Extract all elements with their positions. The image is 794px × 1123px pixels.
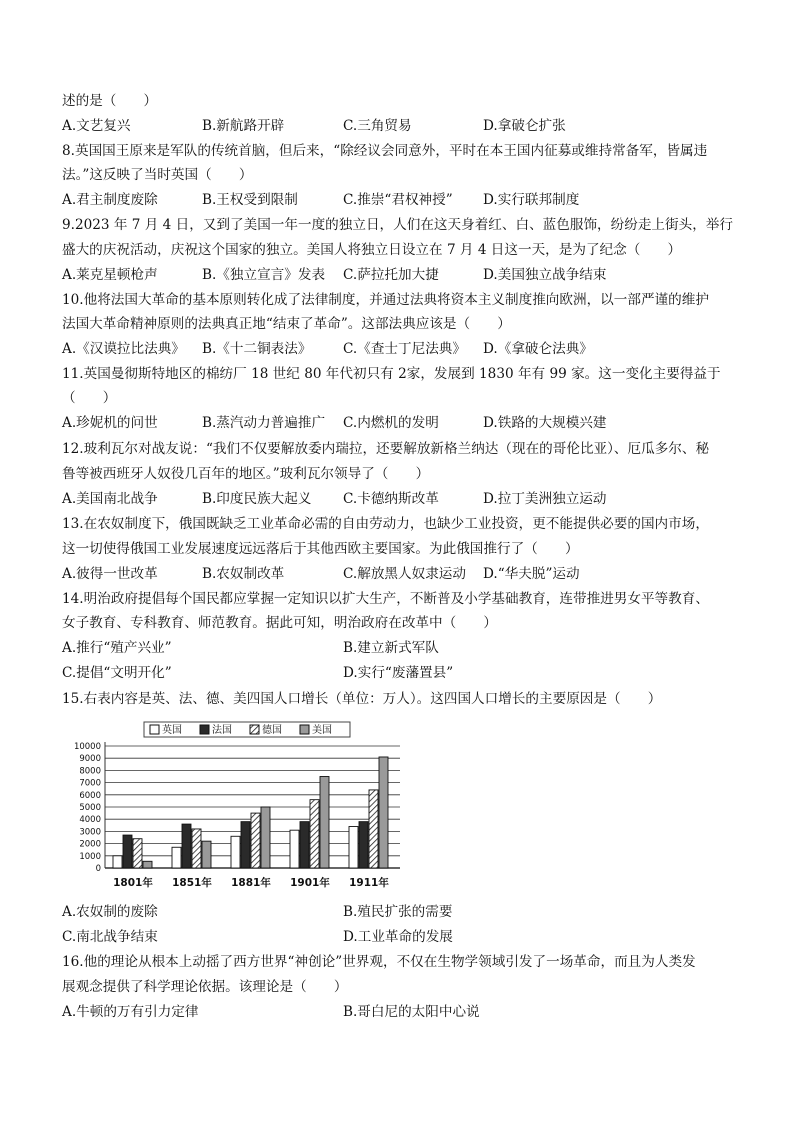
y-tick-label: 3000 <box>79 827 101 838</box>
bar <box>359 822 368 868</box>
q14-stem-line1: 14.明治政府提倡每个国民都应掌握一定知识以扩大生产，不断普及小学基础教育，连带推进男女平等教育、 <box>62 591 709 607</box>
population-bar-chart <box>60 720 410 896</box>
q7-option-c: C.三角贸易 <box>343 118 412 134</box>
bar <box>310 800 319 868</box>
q9-stem-line1: 9.2023 年 7 月 4 日，又到了美国一年一度的独立日，人们在这天身着红、白、蓝色服饰，纷纷走上街头，举行 <box>62 217 733 233</box>
q12-option-c: C.卡德纳斯改革 <box>343 491 439 507</box>
x-tick-label: 1801年 <box>113 877 153 889</box>
q9-option-a: A.莱克星顿枪声 <box>62 267 158 283</box>
q15-stem-line1: 15.右表内容是英、法、德、美四国人口增长（单位：万人）。这四国人口增长的主要原因是（ ） <box>62 691 662 707</box>
q13-option-c: C.解放黑人奴隶运动 <box>343 566 466 582</box>
x-tick-label: 1911年 <box>349 877 389 889</box>
legend-label: 英国 <box>162 725 182 736</box>
q15-option-b: B.殖民扩张的需要 <box>343 904 453 920</box>
q14-option-a: A.推行“殖产兴业” <box>62 640 172 656</box>
q15-option-d: D.工业革命的发展 <box>343 929 453 945</box>
legend-swatch <box>250 725 259 734</box>
q14-option-d: D.实行“废藩置县” <box>343 665 454 681</box>
bar <box>192 829 201 868</box>
q10-option-c: C.《查士丁尼法典》 <box>343 341 466 357</box>
q10-stem-line2: 法国大革命精神原则的法典真正地“结束了革命”。这部法典应该是（ ） <box>62 316 511 332</box>
bar <box>369 790 378 868</box>
q11-stem-line2: （ ） <box>62 390 117 406</box>
y-tick-label: 8000 <box>79 766 101 777</box>
y-tick-label: 10000 <box>73 742 101 752</box>
q11-option-b: B.蒸汽动力普遍推广 <box>202 415 326 431</box>
q9-stem-line2: 盛大的庆祝活动，庆祝这个国家的独立。美国人将独立日设立在 7 月 4 日这一天，是为了纪念（ ） <box>62 242 682 258</box>
q8-stem-line2: 法。”这反映了当时英国（ ） <box>62 167 253 183</box>
q7-option-d: D.拿破仑扩张 <box>483 118 566 134</box>
x-tick-label: 1851年 <box>172 877 212 889</box>
bar <box>349 827 358 868</box>
y-tick-label: 7000 <box>79 778 101 789</box>
y-tick-label: 4000 <box>79 815 101 826</box>
legend-swatch <box>150 725 159 734</box>
q11-option-c: C.内燃机的发明 <box>343 415 439 431</box>
legend-swatch <box>200 725 209 734</box>
bar <box>290 830 299 868</box>
q13-option-d: D.“华夫脱”运动 <box>483 566 580 582</box>
q16-stem-line2: 展观念提供了科学理论依据。该理论是（ ） <box>62 979 348 995</box>
legend-label: 德国 <box>262 725 282 736</box>
q13-stem-line2: 这一切使得俄国工业发展速度远远落后于其他西欧主要国家。为此俄国推行了（ ） <box>62 541 579 557</box>
q15-option-c: C.南北战争结束 <box>62 929 158 945</box>
q7-option-a: A.文艺复兴 <box>62 118 131 134</box>
q8-option-b: B.王权受到限制 <box>202 192 298 208</box>
q8-option-d: D.实行联邦制度 <box>483 192 580 208</box>
q10-stem-line1: 10.他将法国大革命的基本原则转化成了法律制度，并通过法典将资本主义制度推向欧洲，以一部严谨的维护 <box>62 292 709 308</box>
bar <box>379 757 388 868</box>
legend-label: 法国 <box>212 725 232 736</box>
q10-option-d: D.《拿破仑法典》 <box>483 341 593 357</box>
q9-option-d: D.美国独立战争结束 <box>483 267 607 283</box>
y-tick-label: 9000 <box>79 754 101 765</box>
chart-x-labels <box>113 876 389 889</box>
q12-stem-line1: 12.玻利瓦尔对战友说：“我们不仅要解放委内瑞拉，还要解放新格兰纳达（现在的哥伦比亚）、厄瓜多尔、秘 <box>62 441 710 457</box>
q8-option-a: A.君主制度废除 <box>62 192 158 208</box>
q9-option-b: B.《独立宣言》发表 <box>202 267 326 283</box>
q8-option-c: C.推崇“君权神授” <box>343 192 453 208</box>
bar <box>202 841 211 868</box>
q11-stem-line1: 11.英国曼彻斯特地区的棉纺厂 18 世纪 80 年代初只有 2家，发展到 1830 年有 99 家。这一变化主要得益于 <box>62 366 721 382</box>
q9-option-c: C.萨拉托加大捷 <box>343 267 439 283</box>
bar <box>300 822 309 868</box>
q14-option-b: B.建立新式军队 <box>343 640 439 656</box>
chart-bars <box>113 757 388 868</box>
y-tick-label: 2000 <box>79 839 101 850</box>
x-tick-label: 1901年 <box>290 877 330 889</box>
q15-option-a: A.农奴制的废除 <box>62 904 158 920</box>
q14-option-c: C.提倡“文明开化” <box>62 665 172 681</box>
legend-label: 美国 <box>312 725 332 736</box>
q8-stem-line1: 8.英国国王原来是军队的传统首脑，但后来，“除经议会同意外，平时在本王国内征募或维持常备军，皆属违 <box>62 143 708 159</box>
q7-stem-end: 述的是（ ） <box>62 93 158 109</box>
q13-option-b: B.农奴制改革 <box>202 566 285 582</box>
bar <box>182 824 191 868</box>
q16-option-b: B.哥白尼的太阳中心说 <box>343 1004 480 1020</box>
chart-legend <box>144 722 350 737</box>
bar <box>143 861 152 868</box>
q12-option-a: A.美国南北战争 <box>62 491 158 507</box>
q11-option-a: A.珍妮机的问世 <box>62 415 158 431</box>
bar <box>172 847 181 868</box>
q11-option-d: D.铁路的大规模兴建 <box>483 415 607 431</box>
q12-stem-line2: 鲁等被西班牙人奴役几百年的地区。”玻利瓦尔领导了（ ） <box>62 466 430 482</box>
bar <box>241 822 250 868</box>
q10-option-a: A.《汉谟拉比法典》 <box>62 341 185 357</box>
y-tick-label: 5000 <box>79 803 101 813</box>
q14-stem-line2: 女子教育、专科教育、师范教育。据此可知，明治政府在改革中（ ） <box>62 615 497 631</box>
q13-option-a: A.彼得一世改革 <box>62 566 158 582</box>
bar <box>123 835 132 868</box>
q16-stem-line1: 16.他的理论从根本上动摇了西方世界“神创论”世界观，不仅在生物学领域引发了一场革命，而且为人类发 <box>62 954 696 970</box>
legend-swatch <box>300 725 309 734</box>
q7-option-b: B.新航路开辟 <box>202 118 285 134</box>
chart-y-ticks <box>74 742 101 874</box>
q12-option-b: B.印度民族大起义 <box>202 491 312 507</box>
y-tick-label: 6000 <box>79 790 101 801</box>
x-tick-label: 1881年 <box>231 877 271 889</box>
q16-option-a: A.牛顿的万有引力定律 <box>62 1004 199 1020</box>
bar <box>251 813 260 868</box>
q13-stem-line1: 13.在农奴制度下，俄国既缺乏工业革命必需的自由劳动力，也缺少工业投资，更不能提供必要的国内市场， <box>62 516 709 532</box>
bar <box>133 839 142 868</box>
bar <box>320 777 329 869</box>
bar <box>231 836 240 868</box>
y-tick-label: 1000 <box>79 851 101 862</box>
bar <box>261 807 270 868</box>
y-tick-label: 0 <box>95 864 101 874</box>
q10-option-b: B.《十二铜表法》 <box>202 341 312 357</box>
bar <box>113 856 122 868</box>
q12-option-d: D.拉丁美洲独立运动 <box>483 491 607 507</box>
